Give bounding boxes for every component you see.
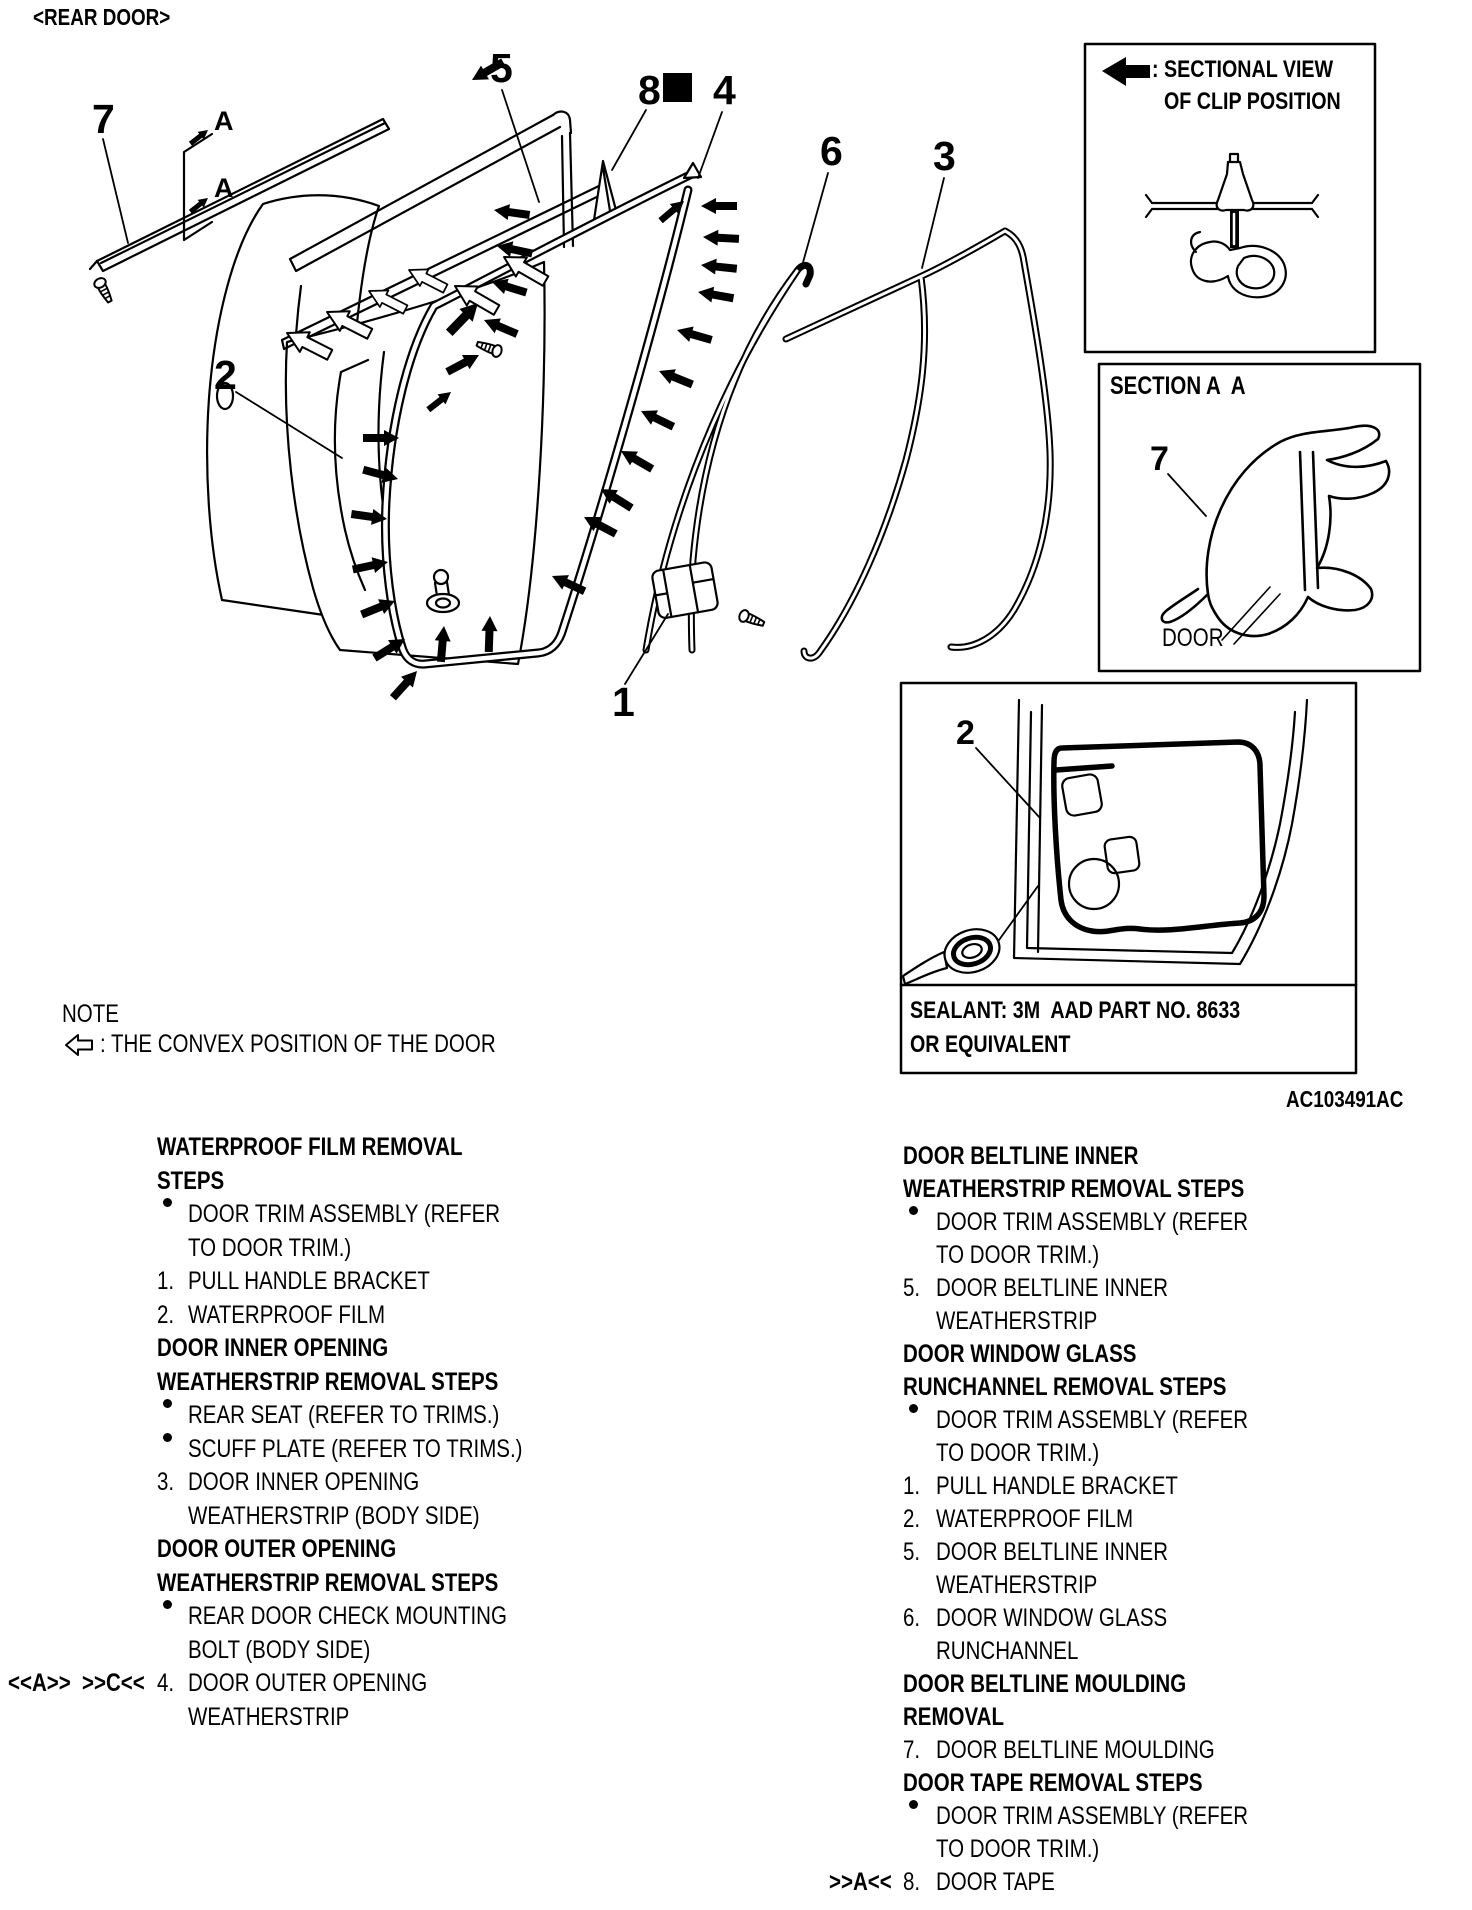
procedure-heading-text: DOOR TAPE REMOVAL STEPS [903, 1769, 1203, 1797]
clip-box-legend-line2: OF CLIP POSITION [1164, 88, 1341, 115]
bullet-step [829, 1206, 1472, 1239]
step-number: 5. [903, 1274, 921, 1302]
step-text: WEATHERSTRIP [188, 1702, 350, 1731]
bullet-step [8, 1600, 708, 1633]
numbered-step [8, 1667, 708, 1700]
procedure-heading [829, 1140, 1472, 1173]
step-text: TO DOOR TRIM.) [936, 1835, 1100, 1863]
step-number: 5. [903, 1538, 921, 1566]
part-label-6: 6 [820, 128, 843, 174]
bullet-step [8, 1433, 708, 1466]
note-heading: NOTE [62, 1000, 119, 1028]
numbered-step [8, 1299, 708, 1332]
step-text: WEATHERSTRIP [936, 1571, 1098, 1599]
procedure-heading [8, 1332, 708, 1365]
step-continuation [829, 1305, 1472, 1338]
procedure-heading [829, 1338, 1472, 1371]
part-label-4: 4 [713, 67, 736, 113]
step-text: PULL HANDLE BRACKET [936, 1472, 1178, 1500]
pull-handle-bracket [651, 561, 718, 619]
n-badge-letter: N [667, 75, 687, 103]
procedure-heading-text: REMOVAL [903, 1703, 1004, 1731]
numbered-step [829, 1503, 1472, 1536]
procedure-marker: >>A<< [829, 1868, 892, 1896]
step-number: 1. [157, 1267, 175, 1295]
part-label-7: 7 [92, 96, 115, 142]
step-number: 7. [903, 1736, 921, 1764]
section-aa-box [1099, 364, 1420, 671]
bullet-icon [909, 1206, 918, 1215]
page-title: <REAR DOOR> [33, 4, 171, 30]
section-cut-label-a: A [214, 173, 234, 203]
numbered-step [829, 1536, 1472, 1569]
step-number: 2. [157, 1300, 175, 1329]
note-line [64, 1030, 582, 1059]
step-continuation [829, 1569, 1472, 1602]
sealant-spec-line1: SEALANT: 3M AAD PART NO. 8633 [910, 997, 1241, 1024]
left-procedure-column [8, 1131, 708, 1741]
step-text: DOOR TRIM ASSEMBLY (REFER [936, 1406, 1249, 1434]
bullet-icon [163, 1600, 172, 1609]
step-number: 4. [157, 1669, 175, 1697]
procedure-heading [829, 1767, 1472, 1800]
procedure-heading-text: WEATHERSTRIP REMOVAL STEPS [903, 1175, 1245, 1203]
bullet-icon [163, 1433, 172, 1442]
bullet-icon [163, 1399, 172, 1408]
bullet-icon [163, 1198, 172, 1207]
sealant-box-part-label-2: 2 [956, 714, 975, 752]
numbered-step [829, 1272, 1472, 1305]
step-text: DOOR BELTLINE INNER [936, 1538, 1169, 1566]
part-label-1: 1 [612, 679, 635, 725]
procedure-heading-text: DOOR INNER OPENING [157, 1334, 389, 1362]
procedure-heading-text: STEPS [157, 1166, 225, 1195]
procedure-heading-text: DOOR BELTLINE INNER [903, 1142, 1139, 1170]
procedure-marker: >>C<< [82, 1669, 145, 1697]
step-continuation [8, 1701, 708, 1734]
step-text: REAR SEAT (REFER TO TRIMS.) [188, 1401, 500, 1429]
step-number: 6. [903, 1604, 921, 1632]
procedure-heading-text: DOOR WINDOW GLASS [903, 1340, 1137, 1368]
step-text: DOOR TAPE [936, 1868, 1055, 1896]
step-text: WATERPROOF FILM [188, 1300, 386, 1329]
numbered-step [829, 1602, 1472, 1635]
step-number: 1. [903, 1472, 921, 1500]
step-number: 2. [903, 1505, 921, 1533]
procedure-heading-text: DOOR OUTER OPENING [157, 1535, 397, 1563]
step-text: SCUFF PLATE (REFER TO TRIMS.) [188, 1434, 523, 1463]
step-text: WEATHERSTRIP [936, 1307, 1098, 1335]
step-number: 8. [903, 1868, 921, 1896]
numbered-step [8, 1466, 708, 1499]
sealant-spec-line2: OR EQUIVALENT [910, 1031, 1071, 1058]
note-text: : THE CONVEX POSITION OF THE DOOR [100, 1030, 496, 1058]
section-box-door-label: DOOR [1162, 624, 1224, 652]
screw-icon [93, 276, 116, 304]
step-number: 3. [157, 1468, 175, 1496]
part-label-2: 2 [214, 352, 237, 398]
door-inner-opening-weatherstrip [786, 231, 1050, 658]
procedure-heading [8, 1366, 708, 1399]
procedure-heading-text: DOOR BELTLINE MOULDING [903, 1670, 1187, 1698]
procedure-heading [829, 1173, 1472, 1206]
step-text: BOLT (BODY SIDE) [188, 1635, 371, 1664]
right-procedure-column [829, 1140, 1472, 1896]
step-continuation [829, 1635, 1472, 1668]
step-continuation [829, 1239, 1472, 1272]
procedure-heading [829, 1371, 1472, 1404]
step-text: WEATHERSTRIP (BODY SIDE) [188, 1501, 480, 1530]
step-continuation [829, 1437, 1472, 1470]
procedure-heading-text: WEATHERSTRIP REMOVAL STEPS [157, 1367, 499, 1396]
procedure-heading-text: WEATHERSTRIP REMOVAL STEPS [157, 1568, 499, 1597]
bullet-step [829, 1800, 1472, 1833]
step-continuation [829, 1833, 1472, 1866]
bullet-step [8, 1198, 708, 1231]
step-text: DOOR INNER OPENING [188, 1468, 420, 1496]
step-text: RUNCHANNEL [936, 1637, 1079, 1665]
procedure-heading-text: RUNCHANNEL REMOVAL STEPS [903, 1373, 1227, 1401]
step-text: DOOR WINDOW GLASS [936, 1604, 1168, 1632]
procedure-heading [8, 1131, 708, 1164]
procedure-heading [8, 1567, 708, 1600]
step-text: DOOR OUTER OPENING [188, 1669, 428, 1697]
step-text: WATERPROOF FILM [936, 1505, 1134, 1533]
step-text: REAR DOOR CHECK MOUNTING [188, 1602, 507, 1630]
step-text: DOOR TRIM ASSEMBLY (REFER [936, 1208, 1249, 1236]
numbered-step [829, 1866, 1472, 1899]
numbered-step [829, 1470, 1472, 1503]
step-text: TO DOOR TRIM.) [936, 1439, 1100, 1467]
procedure-heading [829, 1668, 1472, 1701]
step-text: PULL HANDLE BRACKET [188, 1267, 430, 1295]
part-label-5: 5 [490, 45, 513, 91]
step-text: TO DOOR TRIM.) [188, 1233, 352, 1262]
step-continuation [8, 1500, 708, 1533]
step-continuation [8, 1634, 708, 1667]
step-text: DOOR TRIM ASSEMBLY (REFER [936, 1802, 1249, 1830]
numbered-step [8, 1265, 708, 1298]
procedure-heading [829, 1701, 1472, 1734]
section-box-title: SECTION A A [1110, 372, 1246, 400]
section-box-part-label-7: 7 [1150, 440, 1169, 478]
procedure-marker: <<A>> [8, 1669, 71, 1697]
bullet-step [8, 1399, 708, 1432]
bullet-step [829, 1404, 1472, 1437]
step-text: DOOR BELTLINE INNER [936, 1274, 1169, 1302]
bullet-icon [909, 1800, 918, 1809]
procedure-heading-text: WATERPROOF FILM REMOVAL [157, 1133, 463, 1161]
procedure-heading [8, 1165, 708, 1198]
clip-box-legend-line1: : SECTIONAL VIEW [1152, 56, 1334, 83]
convex-arrow-icon [64, 1033, 94, 1057]
step-text: TO DOOR TRIM.) [936, 1241, 1100, 1269]
procedure-heading [8, 1533, 708, 1566]
part-label-3: 3 [933, 133, 956, 179]
section-cut-label-a: A [214, 106, 234, 136]
step-text: DOOR BELTLINE MOULDING [936, 1736, 1215, 1764]
bullet-icon [909, 1404, 918, 1413]
figure-code: AC103491AC [1286, 1086, 1404, 1112]
step-text: DOOR TRIM ASSEMBLY (REFER [188, 1200, 501, 1228]
screw-icon [738, 609, 766, 630]
step-continuation [8, 1232, 708, 1265]
numbered-step [829, 1734, 1472, 1767]
part-label-8: 8 [638, 67, 661, 113]
